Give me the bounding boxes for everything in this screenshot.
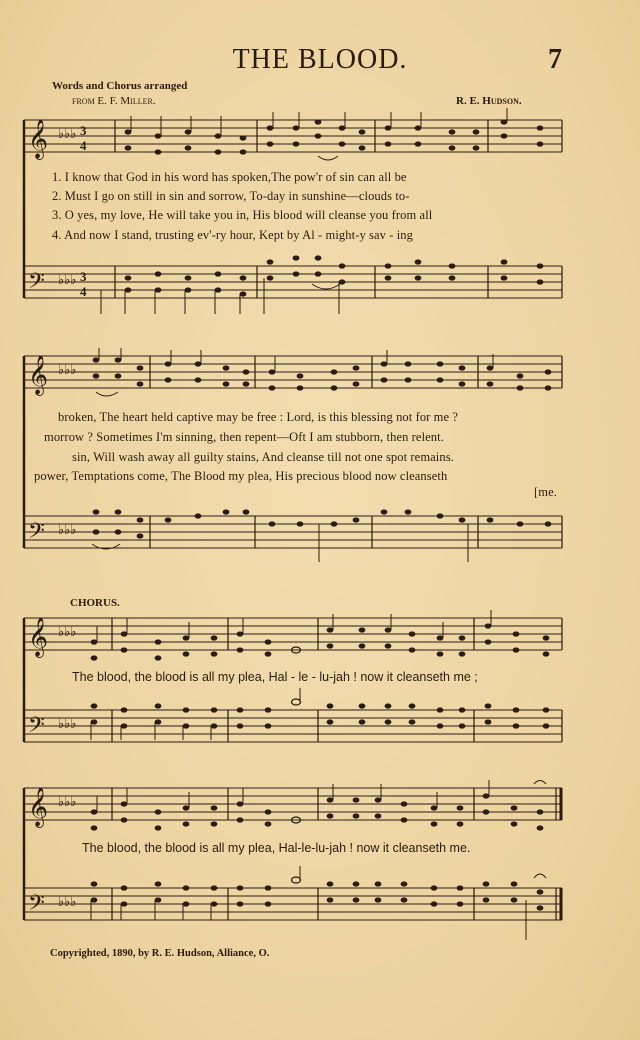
svg-text:𝄞: 𝄞: [28, 787, 49, 827]
chorus-label: CHORUS.: [70, 597, 120, 609]
music-system-3: [0, 610, 640, 770]
page-number: 7: [548, 44, 562, 75]
svg-text:♭♭♭: ♭♭♭: [58, 624, 77, 639]
verse-2-line-1: 2. Must I go on still in sin and sorrow, To-day in sunshine—clouds to-: [52, 189, 410, 203]
svg-text:♭♭♭: ♭♭♭: [58, 362, 77, 377]
svg-text:𝄢: 𝄢: [28, 269, 45, 299]
verse-3-line-1: 3. O yes, my love, He will take you in, His blood will cleanse you from all: [52, 208, 433, 222]
words-credit-line2: from E. F. Miller.: [72, 95, 156, 107]
music-credit: R. E. Hudson.: [456, 95, 522, 107]
svg-text:♭♭♭: ♭♭♭: [58, 272, 77, 287]
verse-4-line-2: power, Temptations come, The Blood my plea, His precious blood now cleanseth: [34, 469, 448, 483]
svg-text:♭♭♭: ♭♭♭: [58, 522, 77, 537]
hymn-title: THE BLOOD.: [232, 44, 408, 75]
music-system-4: [0, 780, 640, 945]
treble-staff-1: [24, 120, 562, 152]
verse-3-line-2: sin, Will wash away all guilty stains, And cleanse till not one spot remains.: [72, 450, 454, 464]
svg-text:♭♭♭: ♭♭♭: [58, 126, 77, 141]
verse-4-line-2-turnover: [me.: [534, 485, 557, 499]
svg-text:𝄢: 𝄢: [28, 519, 45, 549]
svg-text:3: 3: [80, 123, 87, 138]
svg-text:𝄢: 𝄢: [28, 891, 45, 921]
bass-staff-1: [24, 266, 562, 298]
svg-text:3: 3: [80, 269, 87, 284]
chorus-line-2: The blood, the blood is all my plea, Hal-le-lu-jah ! now it cleanseth me.: [82, 841, 471, 855]
svg-text:𝄞: 𝄞: [28, 119, 49, 159]
svg-text:♭♭♭: ♭♭♭: [58, 716, 77, 731]
svg-text:♭♭♭: ♭♭♭: [58, 794, 77, 809]
chorus-line-1: The blood, the blood is all my plea, Hal - le - lu-jah ! now it cleanseth me ;: [72, 670, 478, 684]
copyright-notice: Copyrighted, 1890, by R. E. Hudson, Alliance, O.: [50, 948, 270, 959]
words-credit-line1: Words and Chorus arranged: [52, 80, 188, 92]
verse-2-line-2: morrow ? Sometimes I'm sinning, then repent—Oft I am stubborn, then relent.: [44, 430, 444, 444]
verse-1-line-1: 1. I know that God in his word has spoken,The pow'r of sin can all be: [52, 170, 407, 184]
svg-text:𝄞: 𝄞: [28, 617, 49, 657]
svg-text:𝄞: 𝄞: [28, 355, 49, 395]
verse-4-line-1: 4. And now I stand, trusting ev'-ry hour, Kept by Al - might-y sav - ing: [52, 228, 413, 242]
svg-text:4: 4: [80, 138, 87, 153]
svg-text:4: 4: [80, 284, 87, 299]
svg-text:𝄢: 𝄢: [28, 713, 45, 743]
verse-1-line-2: broken, The heart held captive may be free : Lord, is this blessing not for me ?: [58, 410, 459, 424]
svg-text:♭♭♭: ♭♭♭: [58, 894, 77, 909]
